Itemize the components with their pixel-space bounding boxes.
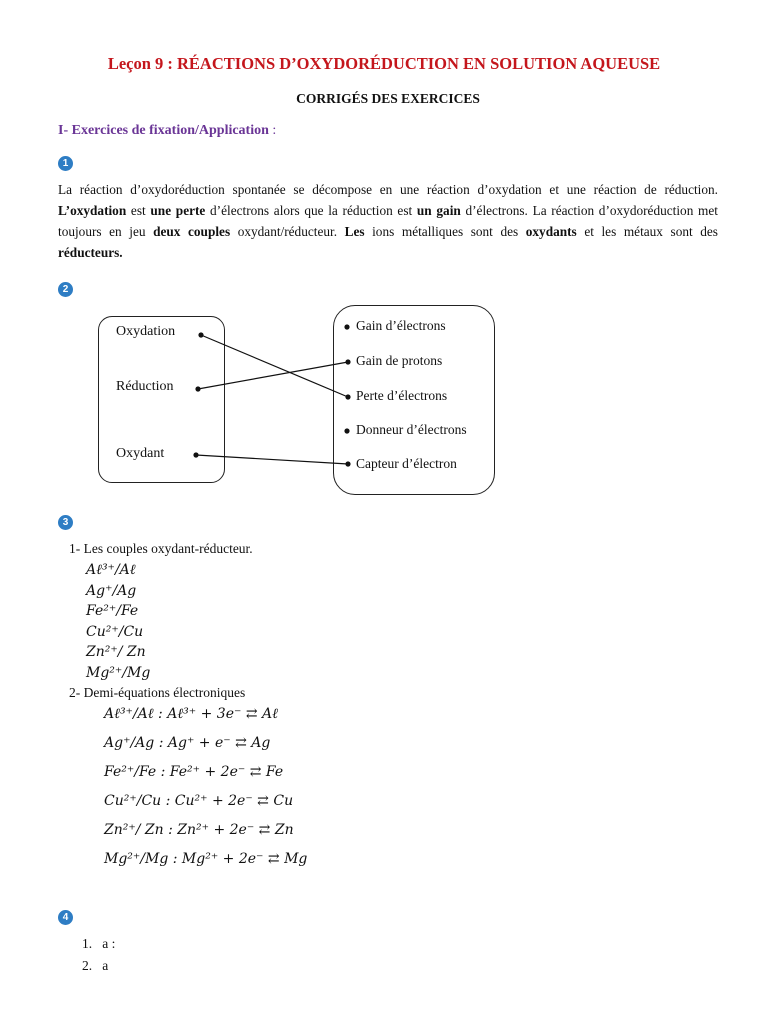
couples-heading: 1- Les couples oxydant-réducteur.: [69, 541, 253, 556]
equation-fe: Fe²⁺/Fe : Fe²⁺ + 2e⁻ ⇄ Fe: [104, 764, 284, 780]
list-item: 1. a :: [82, 936, 116, 951]
term-reduction: Réduction: [116, 379, 174, 394]
exercise-1-number-icon: 1: [58, 156, 73, 171]
section-label: I- Exercices de fixation/Application: [58, 123, 269, 138]
right-dot-donneur-electrons: [344, 428, 349, 433]
couple-al: Aℓ³⁺/Aℓ: [86, 562, 136, 578]
exercise-4-number-icon: 4: [58, 910, 73, 925]
match-line-reduction: [198, 362, 348, 389]
equation-zn: Zn²⁺/ Zn : Zn²⁺ + 2e⁻ ⇄ Zn: [104, 822, 294, 838]
couple-cu: Cu²⁺/Cu: [86, 624, 144, 640]
couple-mg: Mg²⁺/Mg: [86, 665, 151, 681]
exercise-3-number-icon: 3: [58, 515, 73, 530]
page-subtitle: CORRIGÉS DES EXERCICES: [296, 91, 480, 106]
exercise-2-number-icon: 2: [58, 282, 73, 297]
half-equations-heading: 2- Demi-équations électroniques: [69, 685, 246, 700]
couple-zn: Zn²⁺/ Zn: [86, 644, 146, 660]
definition-capteur-electron: Capteur d’électron: [356, 456, 457, 471]
equation-ag: Ag⁺/Ag : Ag⁺ + e⁻ ⇄ Ag: [104, 735, 271, 751]
definition-donneur-electrons: Donneur d’électrons: [356, 422, 467, 437]
couple-fe: Fe²⁺/Fe: [86, 603, 139, 619]
definition-gain-protons: Gain de protons: [356, 353, 443, 368]
definition-gain-electrons: Gain d’électrons: [356, 318, 446, 333]
equation-mg: Mg²⁺/Mg : Mg²⁺ + 2e⁻ ⇄ Mg: [104, 851, 308, 867]
term-oxydation: Oxydation: [116, 324, 176, 339]
list-item: 2. a: [82, 958, 109, 973]
right-dot-gain-electrons: [344, 324, 349, 329]
page-title: Leçon 9 : RÉACTIONS D’OXYDORÉDUCTION EN SOLUTION AQUEUSE: [107, 54, 661, 73]
equation-cu: Cu²⁺/Cu : Cu²⁺ + 2e⁻ ⇄ Cu: [104, 793, 294, 809]
term-oxydant: Oxydant: [116, 446, 165, 461]
match-line-oxydant: [196, 455, 348, 464]
equation-al: Aℓ³⁺/Aℓ : Aℓ³⁺ + 3e⁻ ⇄ Aℓ: [104, 706, 278, 722]
exercise-1-answer: La réaction d’oxydoréduction spontanée se décompose en une réaction d’oxydation et une réaction de réduction. L’oxydation est une perte d’électrons alors que la réduction est un gain d’électrons. La réaction d’oxydoréduction met toujours en jeu deux couples oxydant/réducteur. Les ions métalliques sont des oxydants et les métaux sont des réducteurs.: [58, 182, 718, 260]
definition-perte-electrons: Perte d’électrons: [356, 388, 448, 403]
section-colon: :: [272, 123, 277, 138]
couple-ag: Ag⁺/Ag: [86, 583, 137, 599]
